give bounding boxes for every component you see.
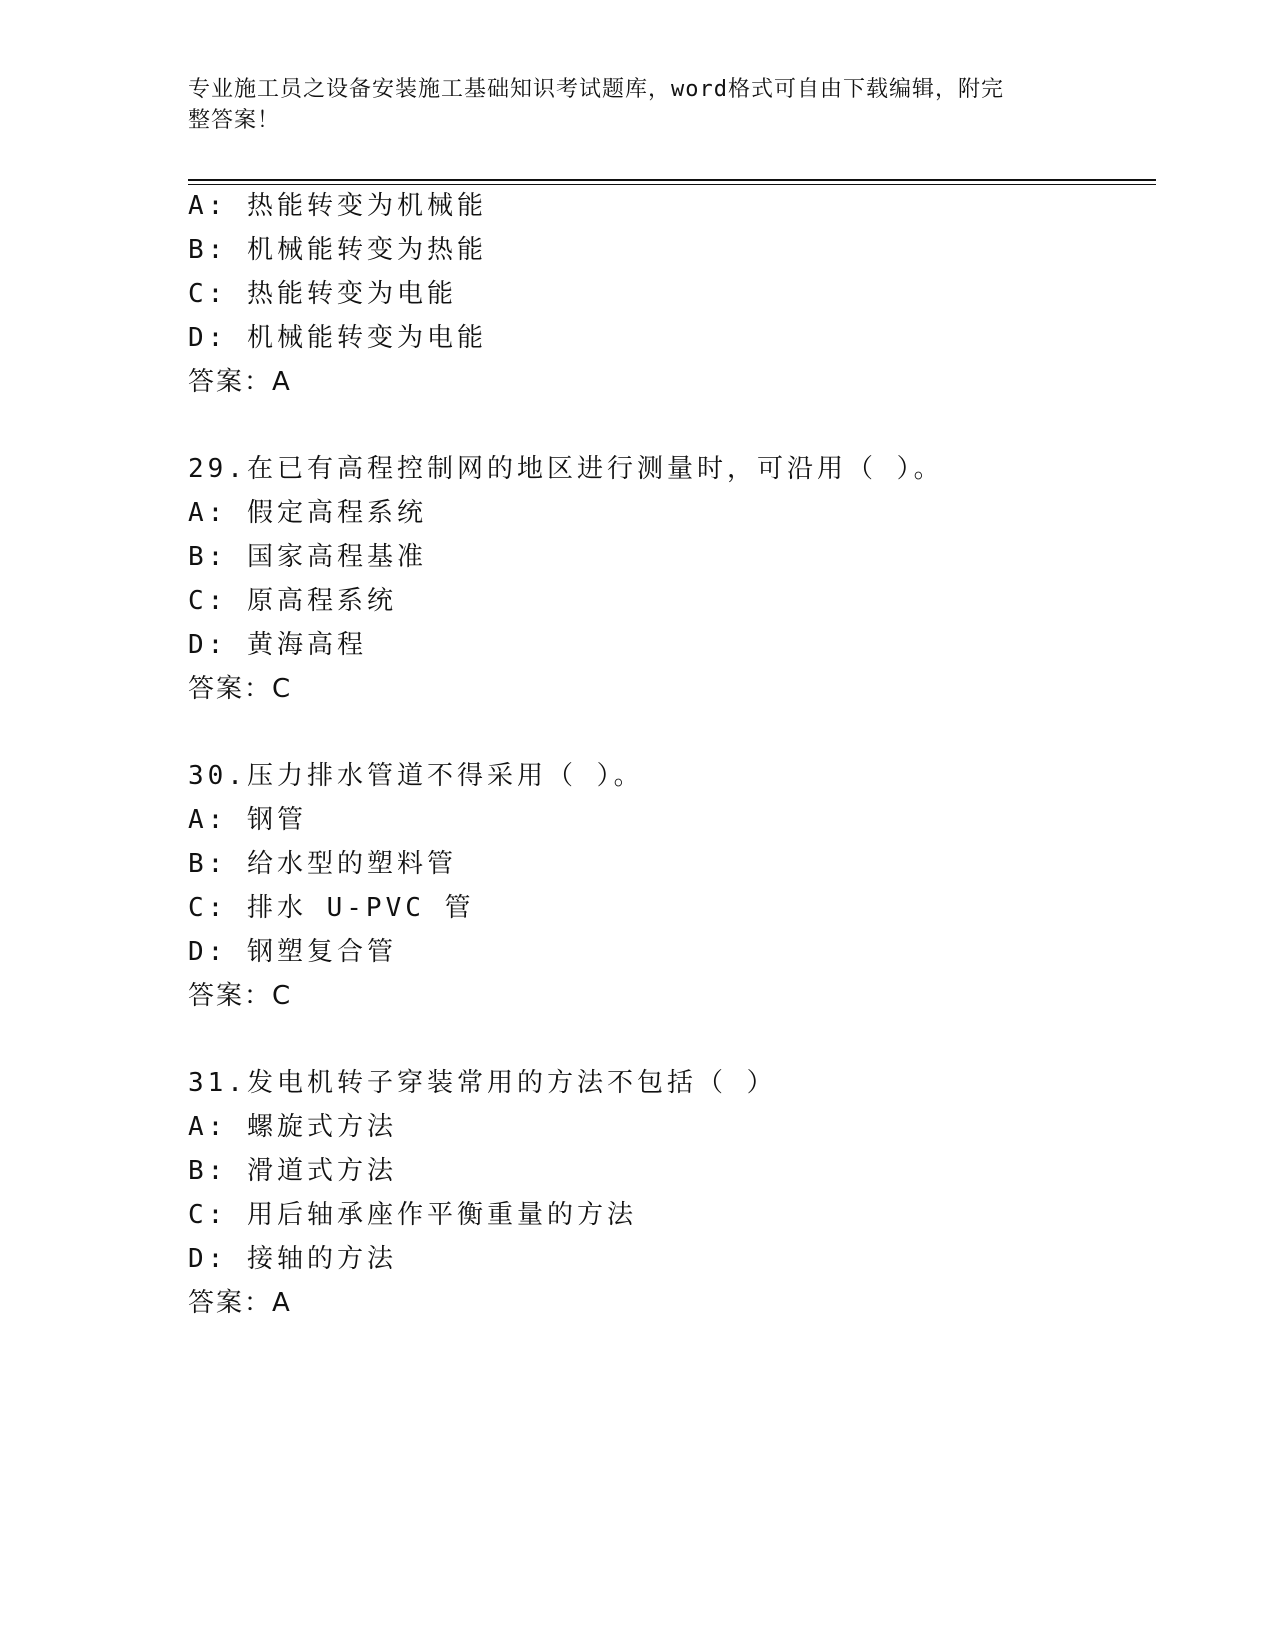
q28-option-d: D: 机械能转变为电能 [188,323,487,353]
q30-option-d: D: 钢塑复合管 [188,937,397,967]
q31-question: 31.发电机转子穿装常用的方法不包括（ ） [188,1068,777,1098]
q28-option-b: B: 机械能转变为热能 [188,235,487,265]
q31-answer: 答案：A [188,1288,292,1318]
q29-option-a: A: 假定高程系统 [188,498,427,528]
header-line-2: 整答案！ [188,108,281,133]
q29-question: 29.在已有高程控制网的地区进行测量时，可沿用（ ）。 [188,454,944,484]
q31-option-a: A: 螺旋式方法 [188,1112,397,1142]
header-divider-thick [188,179,1156,181]
q30-answer: 答案：C [188,981,293,1011]
q29-option-c: C: 原高程系统 [188,586,397,616]
q29-option-d: D: 黄海高程 [188,630,367,660]
q31-option-c: C: 用后轴承座作平衡重量的方法 [188,1200,637,1230]
q29-option-b: B: 国家高程基准 [188,542,427,572]
header-divider-thin [188,184,1156,185]
q28-option-a: A: 热能转变为机械能 [188,191,487,221]
document-header [188,74,1068,136]
q31-option-d: D: 接轴的方法 [188,1244,397,1274]
q30-option-b: B: 给水型的塑料管 [188,849,457,879]
q30-question: 30.压力排水管道不得采用（ ）。 [188,761,644,791]
header-line-1: 专业施工员之设备安装施工基础知识考试题库，word格式可自由下载编辑，附完 [188,77,1004,102]
q31-option-b: B: 滑道式方法 [188,1156,397,1186]
q29-answer: 答案：C [188,674,293,704]
q28-answer: 答案：A [188,367,292,397]
q28-option-c: C: 热能转变为电能 [188,279,457,309]
q30-option-c: C: 排水 U-PVC 管 [188,893,475,923]
q30-option-a: A: 钢管 [188,805,307,835]
